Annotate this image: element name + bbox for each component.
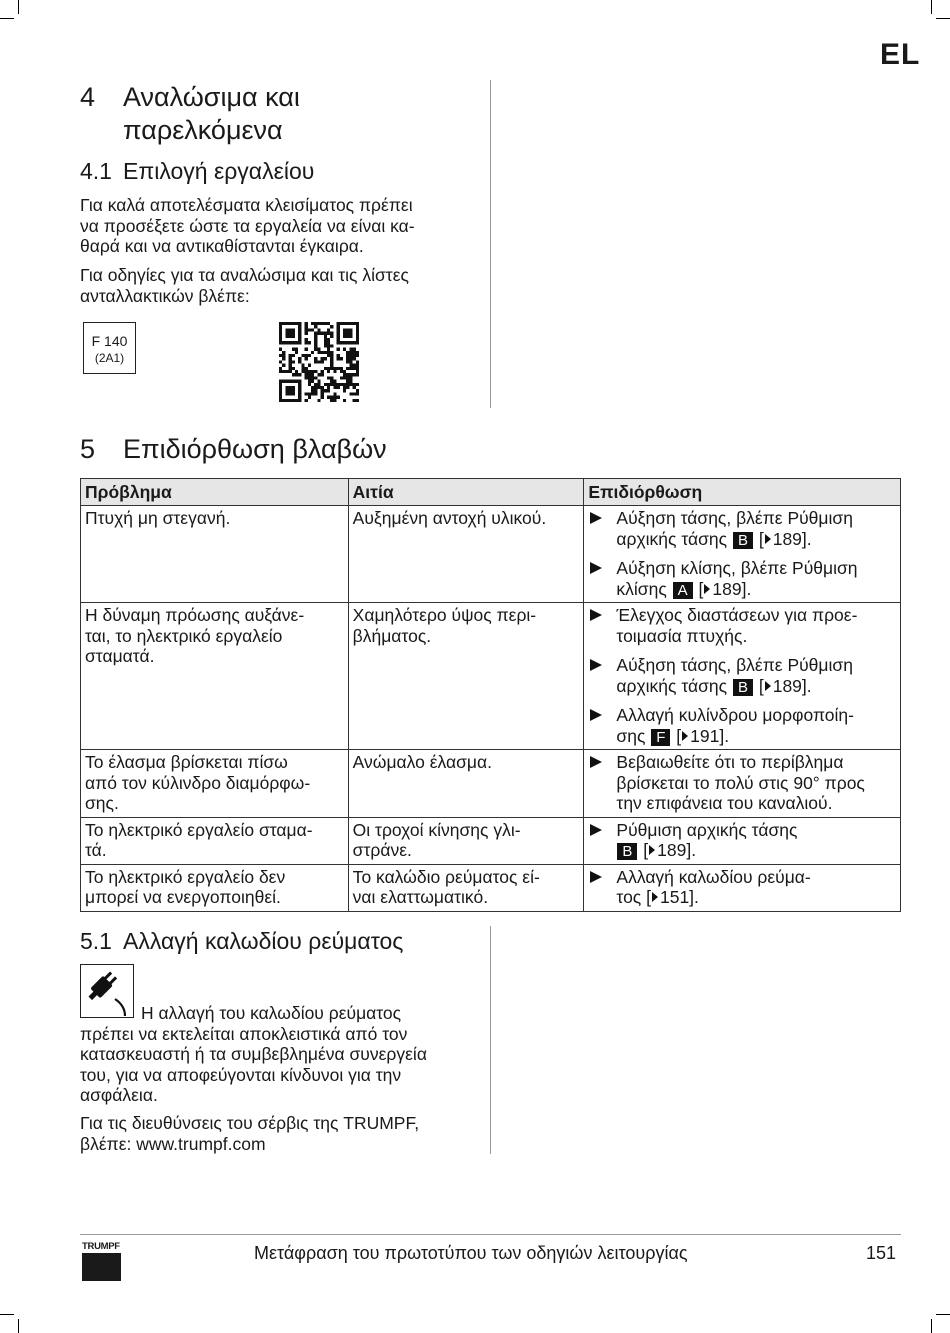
bullet-triangle-icon: [590, 659, 602, 671]
component-badge: A: [673, 582, 693, 599]
page-reference-link[interactable]: 191].: [690, 725, 730, 746]
component-badge: F: [651, 729, 670, 746]
remedy-item: Βεβαιωθείτε ότι το περίβλημα βρίσκεται το πολύ στις 90° προς την επιφάνεια του καναλιού.: [588, 752, 896, 814]
bullet-triangle-icon: [590, 871, 602, 883]
table-row: [81, 603, 901, 750]
bullet-triangle-icon: [590, 756, 602, 768]
troubleshooting-table: [80, 478, 901, 912]
component-badge: B: [733, 679, 753, 696]
crop-mark: [936, 18, 950, 19]
column-header: Πρόβλημα: [81, 479, 349, 506]
table-header-row: [81, 479, 901, 506]
section-4-1-title: [80, 157, 480, 187]
chapter-title-line: Αναλώσιμα και: [123, 82, 300, 112]
table-row: [81, 864, 901, 911]
component-badge: B: [733, 532, 753, 549]
cause-cell: Το καλώδιο ρεύματος εί- ναι ελαττωματικό.: [348, 864, 584, 911]
remedy-item: Αλλαγή καλωδίου ρεύμα- τος [ 151].: [588, 867, 896, 908]
page-reference-link[interactable]: 189].: [657, 840, 697, 860]
page-number: 151: [866, 1243, 897, 1263]
problem-cell: Πτυχή μη στεγανή.: [81, 506, 349, 603]
page-reference-link[interactable]: 189].: [712, 578, 752, 599]
qr-code-icon[interactable]: [279, 322, 359, 402]
crop-mark: [931, 0, 932, 14]
crop-mark: [936, 1314, 950, 1315]
chapter-number: 4: [80, 82, 96, 112]
paragraph: Για οδηγίες για τα αναλώσιμα και τις λίστες ανταλλακτικών βλέπε:: [80, 265, 409, 306]
bullet-triangle-icon: [590, 824, 602, 836]
remedy-item: Αύξηση τάσης, βλέπε Ρύθμιση αρχικής τάσης B [ 189].: [588, 508, 896, 549]
paragraph: Για καλά αποτελέσματα κλεισίματος πρέπει να προσέξετε ώστε τα εργαλεία να είναι κα- θαρά και να αντικαθίστανται έγκαιρα.: [80, 195, 415, 256]
bullet-triangle-icon: [590, 562, 602, 574]
remedy-item: Αλλαγή κυλίνδρου μορφοποίη- σης F [ 191].: [588, 705, 896, 746]
remedy-cell: [584, 603, 901, 750]
section-5-1-title: [80, 927, 480, 957]
page-reference-link[interactable]: 151].: [659, 887, 699, 907]
section-title-text: Αλλαγή καλωδίου ρεύματος: [123, 928, 404, 954]
chapter-number: 5: [80, 434, 96, 464]
page-ref-arrow-icon: [652, 892, 658, 902]
problem-cell: Το έλασμα βρίσκεται πίσω από τον κύλινδρο διαμόρφω- σης.: [81, 750, 349, 818]
paragraph: Για τις διευθύνσεις του σέρβις της TRUMPF, βλέπε: www.trumpf.com: [80, 1113, 420, 1154]
column-header: Επιδιόρθωση: [584, 479, 901, 506]
table-row: [81, 817, 901, 864]
remedy-cell: [584, 864, 901, 911]
footer-divider: [80, 1234, 901, 1235]
chapter-4-title: [80, 81, 480, 151]
bullet-triangle-icon: [590, 609, 602, 621]
section-title-text: Επιλογή εργαλείου: [123, 158, 315, 184]
bullet-triangle-icon: [590, 709, 602, 721]
remedy-item: Αύξηση τάσης, βλέπε Ρύθμιση αρχικής τάσης B [ 189].: [588, 655, 896, 696]
crop-mark: [0, 18, 14, 19]
page-ref-arrow-icon: [704, 584, 710, 594]
table-row: [81, 750, 901, 818]
crop-mark: [931, 1319, 932, 1333]
cause-cell: Οι τροχοί κίνησης γλι- στράνε.: [348, 817, 584, 864]
problem-cell: Το ηλεκτρικό εργαλείο σταμα- τά.: [81, 817, 349, 864]
remedy-cell: [584, 750, 901, 818]
remedy-item: Έλεγχος διαστάσεων για προε- τοιμασία πτυχής.: [588, 605, 896, 646]
column-divider: [490, 80, 491, 408]
footer-text: Μετάφραση του πρωτοτύπου των οδηγιών λειτουργίας: [254, 1243, 688, 1263]
paragraph: Η αλλαγή του καλωδίου ρεύματος πρέπει να εκτελείται αποκλειστικά από τον κατασκευαστή ή τα συμβεβλημένα συνεργεία του, για να αποφεύγονται κίνδυνοι για την ασφάλεια.: [80, 1003, 427, 1105]
problem-cell: Η δύναμη πρόωσης αυξάνε- ται, το ηλεκτρικό εργαλείο σταματά.: [81, 603, 349, 750]
section-number: 4.1: [80, 158, 112, 184]
language-tag: EL: [880, 38, 921, 71]
column-divider: [490, 926, 491, 1154]
remedy-cell: [584, 506, 901, 603]
document-reference-box: F 140 (2A1): [83, 322, 136, 374]
remedy-cell: [584, 817, 901, 864]
page-ref-arrow-icon: [649, 845, 655, 855]
chapter-5-title: [80, 433, 580, 468]
page-ref-arrow-icon: [682, 731, 688, 741]
trumpf-logo: TRUMPF: [82, 1242, 122, 1281]
page-reference-link[interactable]: 189].: [772, 528, 812, 549]
chapter-title-line: παρελκόμενα: [123, 115, 283, 145]
section-number: 5.1: [80, 928, 112, 954]
bullet-triangle-icon: [590, 512, 602, 524]
column-header: Αιτία: [348, 479, 584, 506]
crop-mark: [18, 0, 19, 14]
page-ref-arrow-icon: [765, 681, 771, 691]
table-row: [81, 506, 901, 603]
cause-cell: Ανώμαλο έλασμα.: [348, 750, 584, 818]
crop-mark: [18, 1319, 19, 1333]
cause-cell: Χαμηλότερο ύψος περι- βλήματος.: [348, 603, 584, 750]
page-reference-link[interactable]: 189].: [772, 675, 812, 696]
chapter-title-text: Επιδιόρθωση βλαβών: [123, 434, 387, 464]
remedy-item: Ρύθμιση αρχικής τάσης B [ 189].: [588, 820, 896, 861]
page-ref-arrow-icon: [765, 534, 771, 544]
cause-cell: Αυξημένη αντοχή υλικού.: [348, 506, 584, 603]
component-badge: B: [617, 843, 637, 860]
problem-cell: Το ηλεκτρικό εργαλείο δεν μπορεί να ενεργοποιηθεί.: [81, 864, 349, 911]
crop-mark: [0, 1314, 14, 1315]
remedy-item: Αύξηση κλίσης, βλέπε Ρύθμιση κλίσης A [ 189].: [588, 558, 896, 599]
